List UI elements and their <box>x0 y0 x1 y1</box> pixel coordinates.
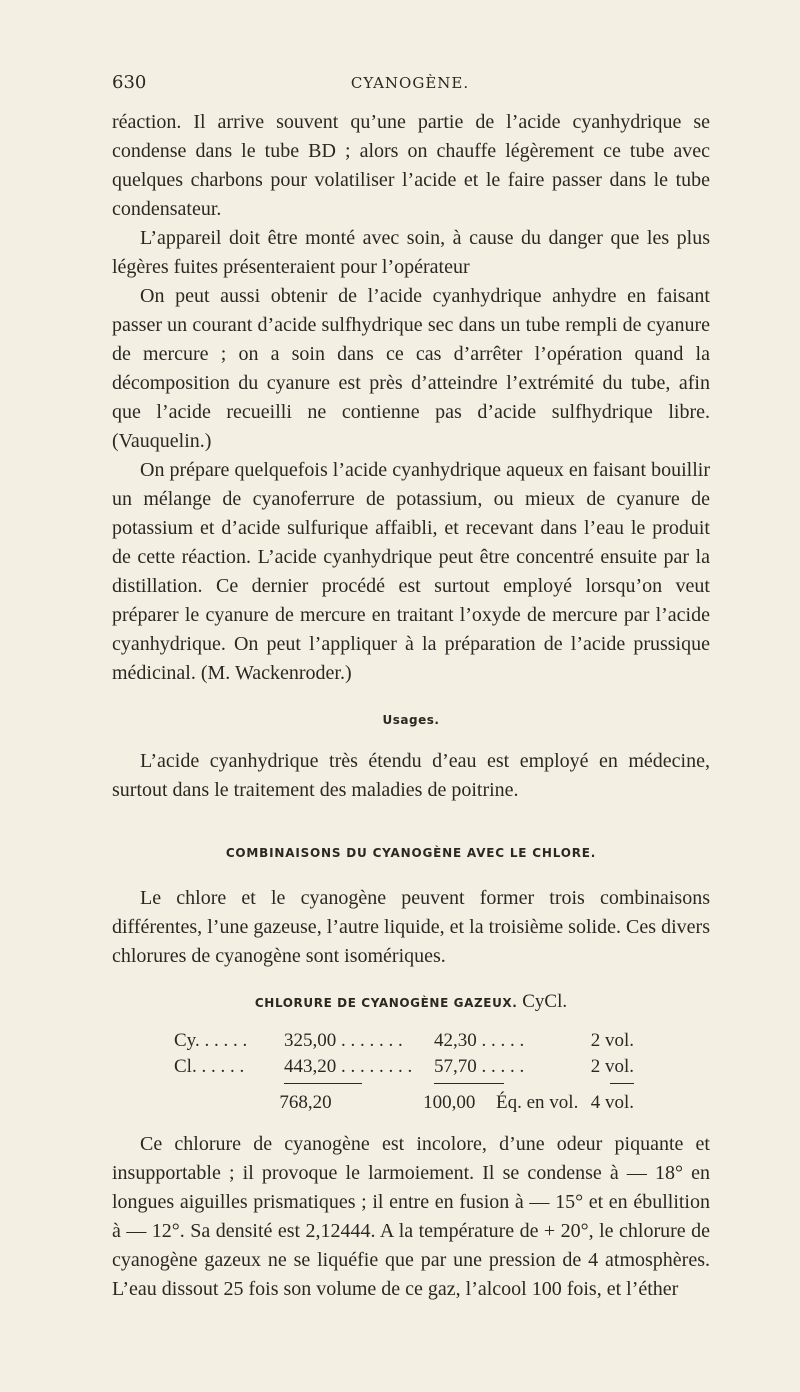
volume-cell: 2 vol. <box>590 1056 634 1077</box>
table-row <box>174 1054 634 1080</box>
sum-rules <box>174 1080 634 1086</box>
combinations-paragraph: Le chlore et le cyanogène peuvent former trois combinaisons différentes, l’une gazeuse, l’autre liquide, et la troisième solide. Ces divers chlorures de cyanogène sont isomériques. <box>112 887 710 967</box>
usages-heading: Usages. <box>382 713 440 727</box>
composition-formula: CyCl. <box>522 991 568 1012</box>
sum-rule <box>434 1083 504 1086</box>
page-body <box>112 108 710 1304</box>
element-cell: Cl. . . . . . <box>174 1056 245 1077</box>
percent-cell: 42,30 . . . . . <box>434 1030 525 1051</box>
combinations-heading: COMBINAISONS DU CYANOGÈNE AVEC LE CHLORE. <box>225 846 597 860</box>
paragraph: L’appareil doit être monté avec soin, à cause du danger que les plus légères fuites présenteraient pour l’opérateur <box>112 227 710 278</box>
sum-rule <box>610 1083 634 1086</box>
percent-cell: 57,70 . . . . . <box>434 1056 525 1077</box>
weight-cell: 443,20 . . . . . . . . <box>284 1056 413 1077</box>
paragraph: On prépare quelquefois l’acide cyanhydrique aqueux en faisant bouillir un mélange de cyanoferrure de potassium, ou mieux de cyanure de potassium et d’acide sulfurique affaibli, et recevant dans l’eau le produit de cette réaction. L’acide cyanhydrique peut être concentré ensuite par la distillation. Ce dernier procédé est surtout employé lorsqu’on veut préparer le cyanure de mercure en traitant l’oxyde de mercure par l’acide cyanhydrique. On peut l’appliquer à la préparation de l’acide prussique médicinal. (M. Wackenroder.) <box>112 459 710 684</box>
page-number: 630 <box>112 72 147 93</box>
usages-paragraph: L’acide cyanhydrique très étendu d’eau est employé en médecine, surtout dans le traitement des maladies de poitrine. <box>112 750 710 801</box>
composition-heading <box>112 987 710 1018</box>
composition-table <box>174 1028 634 1116</box>
total-volume: 4 vol. <box>590 1092 634 1113</box>
weight-cell: 325,00 . . . . . . . <box>284 1030 403 1051</box>
volume-cell: 2 vol. <box>590 1030 634 1051</box>
element-cell: Cy. . . . . . <box>174 1030 248 1051</box>
running-title: CYANOGÈNE. <box>350 74 470 92</box>
composition-title: CHLORURE DE CYANOGÈNE GAZEUX. <box>254 996 518 1010</box>
equivalent-label: Éq. en vol. <box>496 1092 579 1113</box>
closing-paragraph: Ce chlorure de cyanogène est incolore, d’une odeur piquante et insupportable ; il provoque le larmoiement. Il se condense à — 18° en longues aiguilles prismatiques ; il entre en fusion à — 15° et en ébullition à — 12°. Sa densité est 2,12444. A la température de + 20°, le chlorure de cyanogène gazeux ne se liquéfie que par une pression de 4 atmosphères. L’eau dissout 25 fois son volume de ce gaz, l’alcool 100 fois, et l’éther <box>112 1133 710 1300</box>
sum-rule <box>284 1083 362 1086</box>
total-weight: 768,20 <box>279 1092 332 1113</box>
total-percent: 100,00 <box>423 1092 476 1113</box>
paragraph: réaction. Il arrive souvent qu’une partie de l’acide cyanhydrique se condense dans le tube BD ; alors on chauffe légèrement ce tube avec quelques charbons pour volatiliser l’acide et le faire passer dans le tube condensateur. <box>112 111 710 220</box>
paragraph: On peut aussi obtenir de l’acide cyanhydrique anhydre en faisant passer un courant d’acide sulfhydrique sec dans un tube rempli de cyanure de mercure ; on a soin dans ce cas d’arrêter l’opération quand la décomposition du cyanure est près d’atteindre l’extrémité du tube, afin que l’acide recueilli ne contienne pas d’acide sulfhydrique libre. (Vauquelin.) <box>112 285 710 452</box>
page-header <box>112 72 708 102</box>
table-row <box>174 1028 634 1054</box>
totals-row <box>174 1090 634 1116</box>
